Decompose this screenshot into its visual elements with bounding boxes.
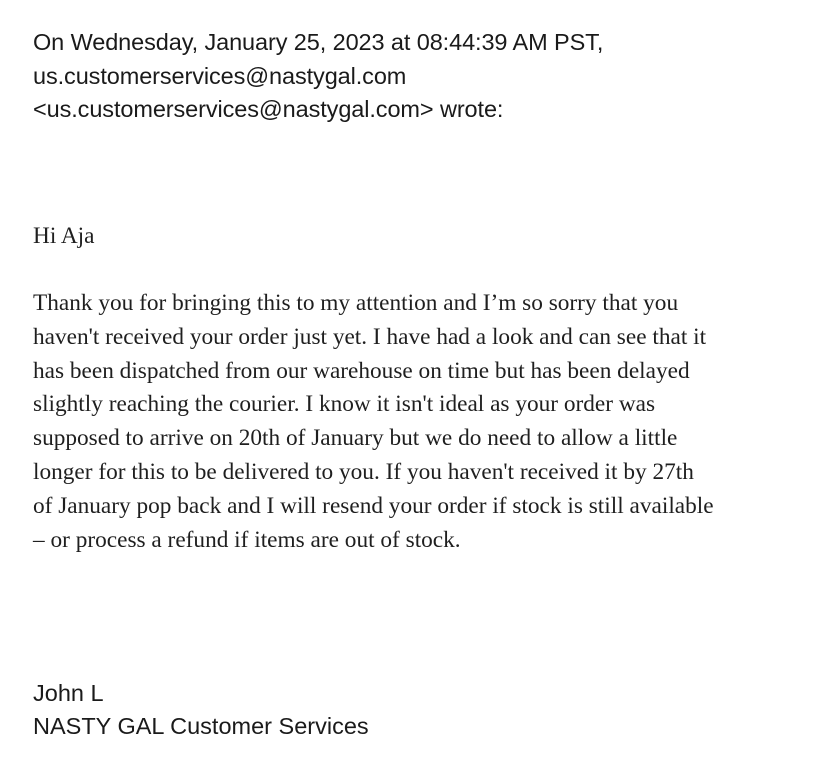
sender-email-line[interactable]: us.customerservices@nastygal.com [33, 62, 407, 89]
message-body [33, 287, 813, 557]
body-line: slightly reaching the courier. I know it isn't ideal as your order was [33, 391, 656, 418]
body-line: haven't received your order just yet. I have had a look and can see that it [33, 323, 707, 350]
body-line: supposed to arrive on 20th of January but we do need to allow a little [33, 425, 678, 452]
body-line: Thank you for bringing this to my attention and I’m so sorry that you [33, 290, 679, 316]
body-line: – or process a refund if items are out of stock. [33, 526, 461, 553]
signature [33, 677, 813, 743]
quote-date-line: On Wednesday, January 25, 2023 at 08:44:39 AM PST, [33, 29, 604, 55]
body-line: longer for this to be delivered to you. If you haven't received it by 27th [33, 458, 694, 485]
body-line: has been dispatched from our warehouse on time but has been delayed [33, 357, 690, 384]
quoted-reply-header [33, 26, 813, 127]
sender-address-wrote-line: <us.customerservices@nastygal.com> wrote: [33, 96, 504, 122]
body-line: of January pop back and I will resend your order if stock is still available [33, 492, 714, 519]
signature-team: NASTY GAL Customer Services [33, 713, 369, 739]
greeting: Hi Aja [33, 223, 95, 249]
signature-name: John L [33, 680, 104, 706]
